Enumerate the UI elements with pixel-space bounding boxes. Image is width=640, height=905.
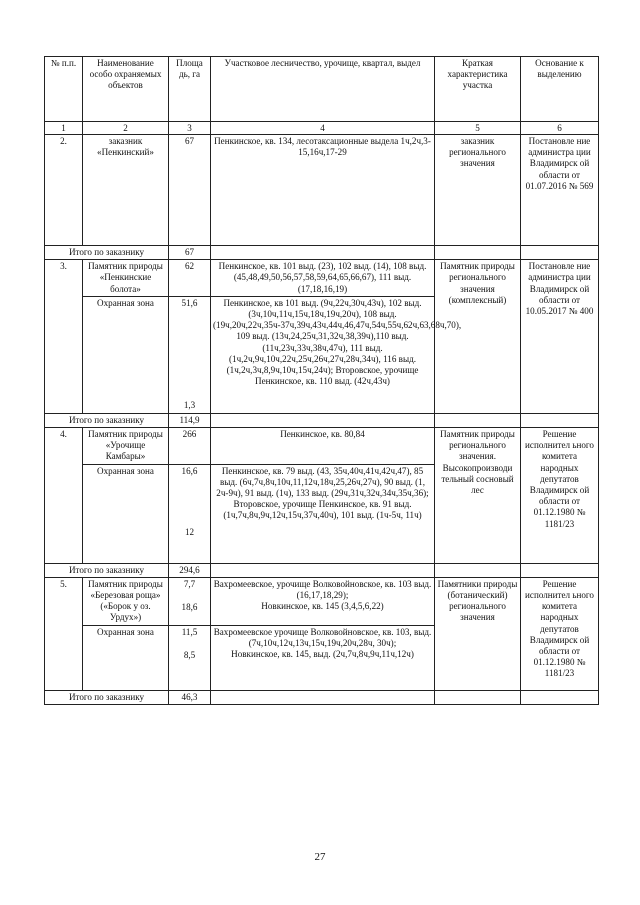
- object-location: Пенкинское, кв. 101 выд. (23), 102 выд. (14), 108 выд. (45,48,49,50,56,57,58,59,64,65,66,67), 111 выд. (17,18,16,19): [211, 260, 435, 297]
- object-characteristic: Памятники природы (ботанический) регионального значения: [435, 577, 521, 690]
- header-area: Площа дь, га: [169, 57, 211, 122]
- object-area: 266: [169, 428, 211, 465]
- object-basis: Постановле ние администра ции Владимирск ой области от 10.05.2017 № 400: [521, 260, 599, 414]
- buffer-zone-area: 11,5: [181, 626, 198, 637]
- object-characteristic: заказник регионального значения: [435, 135, 521, 246]
- object-name: Памятник природы «Пенкинские болота»: [83, 260, 169, 297]
- total-area: 294,6: [169, 563, 211, 577]
- column-number: 6: [521, 122, 599, 135]
- buffer-zone-label: Охранная зона: [83, 625, 169, 690]
- total-row: [45, 246, 599, 260]
- buffer-zone-area: 12: [184, 526, 195, 537]
- object-name: заказник «Пенкинский»: [83, 135, 169, 246]
- column-number: 3: [169, 122, 211, 135]
- total-area: 67: [169, 246, 211, 260]
- column-number-row: [45, 122, 599, 135]
- total-area: 46,3: [169, 690, 211, 704]
- column-number: 4: [211, 122, 435, 135]
- object-name: Памятник природы «Березовая роща» («Борок у оз. Урдух»): [83, 577, 169, 625]
- total-row: [45, 413, 599, 427]
- buffer-zone-label: Охранная зона: [83, 464, 169, 563]
- header-number: № п.п.: [45, 57, 83, 122]
- row-number: 4.: [45, 428, 83, 564]
- header-name: Наименование особо охраняемых объектов: [83, 57, 169, 122]
- total-row: [45, 563, 599, 577]
- total-area: 114,9: [169, 413, 211, 427]
- object-basis: Решение исполнител ьного комитета народных депутатов Владимирск ой области от 01.12.1980 № 1181/23: [521, 428, 599, 564]
- column-number: 2: [83, 122, 169, 135]
- buffer-zone-location: Новкинское, кв. 145, выд. (2ч,7ч,8ч,9ч,11ч,12ч): [231, 649, 414, 660]
- object-name: Памятник природы «Урочище Камбары»: [83, 428, 169, 465]
- page-number: 27: [314, 851, 326, 863]
- header-characteristic: Краткая характеристика участка: [435, 57, 521, 122]
- object-area: 62: [169, 260, 211, 297]
- buffer-zone-area: 16,6: [181, 465, 198, 476]
- object-basis: Постановле ние администра ции Владимирск ой области от 01.07.2016 № 569: [521, 135, 599, 246]
- header-location: Участковое лесничество, урочище, квартал, выдел: [211, 57, 435, 122]
- total-label: Итого по заказнику: [45, 246, 169, 260]
- table-row: [45, 428, 599, 465]
- object-location: Вахромеевское, урочище Волковойновское, кв. 103 выд. (16,17,18,29);: [213, 578, 432, 601]
- table-row: [45, 577, 599, 625]
- object-basis: Решение исполнител ьного комитета народных депутатов Владимирск ой области от 01.12.1980 № 1181/23: [521, 577, 599, 690]
- object-area: 7,7: [183, 578, 196, 589]
- row-number: 3.: [45, 260, 83, 414]
- object-characteristic: Памятник природы регионального значения (комплексный): [435, 260, 521, 414]
- row-number: 2.: [45, 135, 83, 246]
- object-area: 18,6: [181, 602, 198, 613]
- buffer-zone-location: Второвское, урочище Пенкинское, кв. 91 выд. (1ч,7ч,8ч,9ч,12ч,15ч,37ч,40ч), 101 выд. (1ч-5ч, 11ч): [223, 499, 422, 521]
- table-row: [45, 260, 599, 297]
- total-label: Итого по заказнику: [45, 563, 169, 577]
- total-row: [45, 690, 599, 704]
- buffer-zone-location: Пенкинское, кв 101 выд. (9ч,22ч,30ч,43ч), 102 выд. (3ч,10ч,11ч,15ч,18ч,19ч,20ч), 108 выд. (19ч,20ч,22ч,35ч-37ч,39ч,43ч,44ч,46,47ч,54ч,55ч,62ч,63,68ч,70), 109 выд. (13ч,24,25ч,31,32ч,38,39ч),110 выд. (11ч,23ч,33ч,38ч,47ч), 111 выд. (1ч,2ч,9ч,10ч,22ч,25ч,26ч,27ч,28ч,34ч), 116 выд. (1ч,2ч,3ч,8,9ч,10ч,15ч,24ч); Второвское, урочище Пенкинское, кв. 110 выд. (42ч,43ч): [211, 296, 435, 413]
- total-label: Итого по заказнику: [45, 690, 169, 704]
- buffer-zone-area: 1,3: [183, 399, 196, 410]
- buffer-zone-area: 8,5: [183, 649, 196, 660]
- buffer-zone-label: Охранная зона: [83, 296, 169, 413]
- buffer-zone-area: 51,6: [181, 297, 198, 308]
- row-number: 5.: [45, 577, 83, 690]
- buffer-zone-location: Пенкинское, кв. 79 выд. (43, 35ч,40ч,41ч,42ч,47), 85 выд. (6ч,7ч,8ч,10ч,11,12ч,18ч,25,26ч,27ч), 90 выд. (1, 2ч-9ч), 91 выд. (1ч), 133 выд. (29ч,31ч,32ч,34ч,35ч,36);: [216, 465, 429, 499]
- object-area: 67: [169, 135, 211, 246]
- object-location: Пенкинское, кв. 134, лесотаксационные выдела 1ч,2ч,3-15,16ч,17-29: [211, 135, 435, 246]
- buffer-zone-location: Вахромеевское урочище Волковойновское, кв. 103, выд. (7ч,10ч,12ч,13ч,15ч,19ч,20ч,28ч, 30ч);: [213, 626, 432, 648]
- protected-areas-table: [44, 56, 599, 705]
- table-header-row: [45, 57, 599, 122]
- object-characteristic: Памятник природы регионального значения. Высокопроизводи тельный сосновый лес: [435, 428, 521, 564]
- header-basis: Основание к выделению: [521, 57, 599, 122]
- object-location: Новкинское, кв. 145 (3,4,5,6,22): [261, 601, 384, 612]
- object-location: Пенкинское, кв. 80,84: [211, 428, 435, 465]
- column-number: 5: [435, 122, 521, 135]
- table-row: [45, 135, 599, 246]
- column-number: 1: [45, 122, 83, 135]
- total-label: Итого по заказнику: [45, 413, 169, 427]
